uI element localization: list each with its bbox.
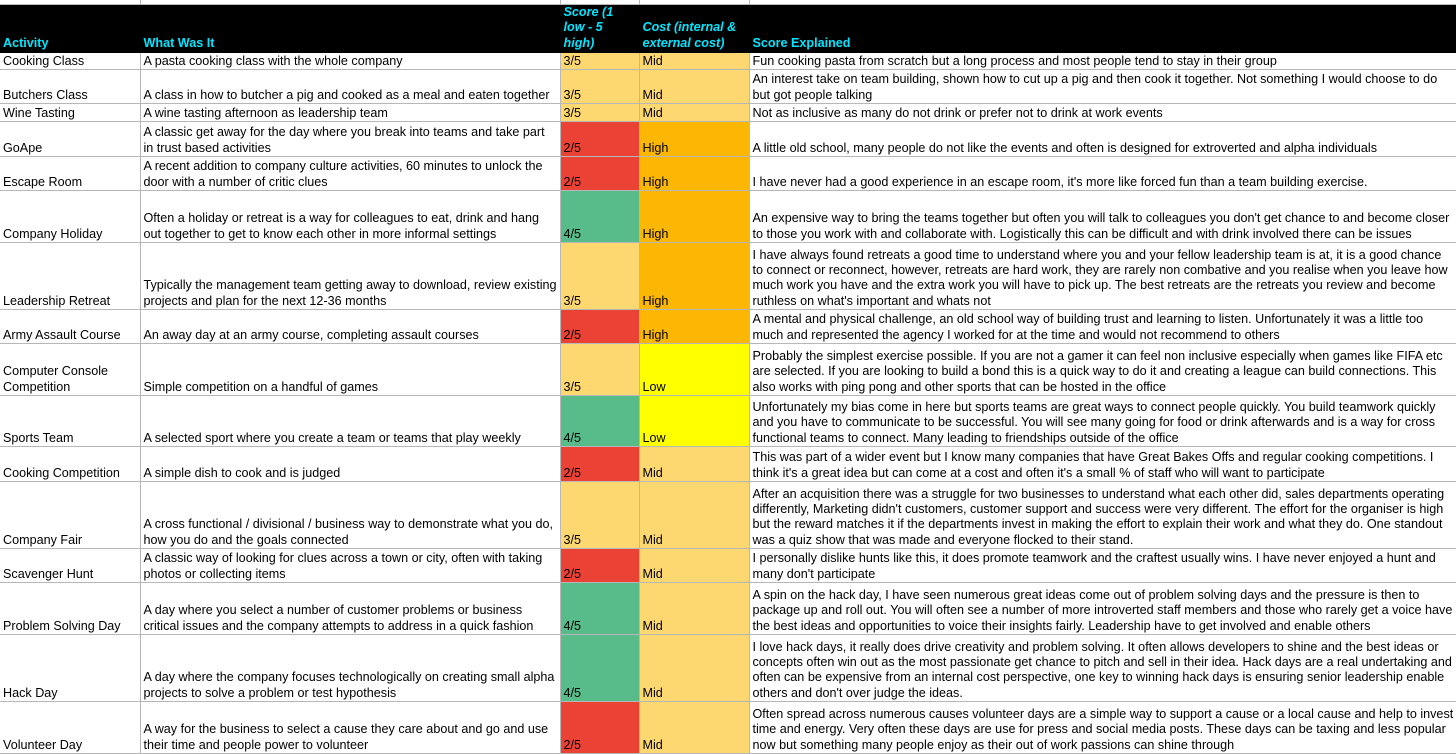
cost-cell[interactable]: High	[639, 190, 749, 242]
what-was-it-cell[interactable]: A day where the company focuses technologically on creating small alpha projects to solve a problem or test hypothesis	[140, 634, 560, 701]
cost-cell[interactable]: Low	[639, 395, 749, 446]
score-explained-cell[interactable]: This was part of a wider event but I know many companies that have Great Bakes Offs and regular cooking competitions. I think it's a great idea but can come at a cost and often it's a small % of staff who will want to participate	[749, 446, 1456, 481]
cost-cell[interactable]: Mid	[639, 446, 749, 481]
table-row	[0, 242, 1456, 309]
table-row	[0, 634, 1456, 701]
what-was-it-cell[interactable]: A recent addition to company culture activities, 60 minutes to unlock the door with a number of critic clues	[140, 156, 560, 190]
header-row	[0, 5, 1456, 53]
activity-cell[interactable]: Company Fair	[0, 481, 140, 548]
what-was-it-cell[interactable]: A selected sport where you create a team or teams that play weekly	[140, 395, 560, 446]
score-explained-cell[interactable]: Fun cooking pasta from scratch but a long process and most people tend to stay in their group	[749, 52, 1456, 69]
score-explained-cell[interactable]: I personally dislike hunts like this, it does promote teamwork and the craftest usually wins. I have never enjoyed a hunt and many don't participate	[749, 548, 1456, 582]
what-was-it-cell[interactable]: An away day at an army course, completing assault courses	[140, 309, 560, 343]
cost-cell[interactable]: Mid	[639, 103, 749, 121]
score-cell[interactable]: 4/5	[560, 190, 639, 242]
score-cell[interactable]: 2/5	[560, 548, 639, 582]
activity-cell[interactable]: Escape Room	[0, 156, 140, 190]
score-cell[interactable]: 4/5	[560, 582, 639, 634]
header-score-explained[interactable]: Score Explained	[749, 5, 1456, 53]
what-was-it-cell[interactable]: A classic get away for the day where you break into teams and take part in trust based activities	[140, 121, 560, 156]
cost-cell[interactable]: Mid	[639, 634, 749, 701]
header-what-was-it[interactable]: What Was It	[140, 5, 560, 53]
score-explained-cell[interactable]: An interest take on team building, shown how to cut up a pig and then cook it together. Not something I would choose to do but got people talking	[749, 69, 1456, 103]
score-cell[interactable]: 3/5	[560, 242, 639, 309]
what-was-it-cell[interactable]: Simple competition on a handful of games	[140, 343, 560, 395]
cost-cell[interactable]: High	[639, 309, 749, 343]
score-explained-cell[interactable]: Often spread across numerous causes volunteer days are a simple way to support a cause or a local cause and help to invest time and energy. Very often these days are use for press and social media posts. These days can be taxing and less popular now but something many people enjoy as their out of work passions can shine through	[749, 701, 1456, 753]
what-was-it-cell[interactable]: Typically the management team getting away to download, review existing projects and plan for the next 12-36 months	[140, 242, 560, 309]
header-activity[interactable]: Activity	[0, 5, 140, 53]
what-was-it-cell[interactable]: A simple dish to cook and is judged	[140, 446, 560, 481]
score-cell[interactable]: 2/5	[560, 309, 639, 343]
table-row	[0, 582, 1456, 634]
activity-cell[interactable]: Butchers Class	[0, 69, 140, 103]
score-cell[interactable]: 3/5	[560, 103, 639, 121]
cost-cell[interactable]: Mid	[639, 701, 749, 753]
score-explained-cell[interactable]: I love hack days, it really does drive creativity and problem solving. It often allows developers to shine and the best ideas or concepts often win out as the most passionate get chance to pitch and sell in their idea. Hack days are a real undertaking and often can be expensive from an internal cost perspective, one key to winning hack days is ensuring senior leadership enable others and don't over judge the ideas.	[749, 634, 1456, 701]
score-cell[interactable]: 3/5	[560, 52, 639, 69]
table-row	[0, 121, 1456, 156]
what-was-it-cell[interactable]: A class in how to butcher a pig and cooked as a meal and eaten together	[140, 69, 560, 103]
score-explained-cell[interactable]: After an acquisition there was a struggle for two businesses to understand what each other did, sales departments operating differently, Marketing didn't customers, customer support and success were very different. The effort for the organiser is high but the reward matches it if the departments invest in making the effort to explain their work and what they do. One standout was a quiz show that was made and everyone flocked to their stand.	[749, 481, 1456, 548]
score-explained-cell[interactable]: Probably the simplest exercise possible. If you are not a gamer it can feel non inclusive especially when games like FIFA etc are selected. If you are looking to build a bond this is a quick way to do it and creating a league can build connections. This also works with ping pong and other sports that can be hosted in the office	[749, 343, 1456, 395]
score-cell[interactable]: 3/5	[560, 343, 639, 395]
score-cell[interactable]: 2/5	[560, 446, 639, 481]
cost-cell[interactable]: Mid	[639, 548, 749, 582]
what-was-it-cell[interactable]: A pasta cooking class with the whole company	[140, 52, 560, 69]
score-cell[interactable]: 3/5	[560, 69, 639, 103]
table-row	[0, 343, 1456, 395]
cost-cell[interactable]: Low	[639, 343, 749, 395]
score-cell[interactable]: 2/5	[560, 701, 639, 753]
score-explained-cell[interactable]: A little old school, many people do not like the events and often is designed for extroverted and alpha individuals	[749, 121, 1456, 156]
activity-cell[interactable]: Army Assault Course	[0, 309, 140, 343]
table-row	[0, 69, 1456, 103]
table-row	[0, 52, 1456, 69]
score-cell[interactable]: 3/5	[560, 481, 639, 548]
cost-cell[interactable]: High	[639, 156, 749, 190]
activity-cell[interactable]: Wine Tasting	[0, 103, 140, 121]
header-score[interactable]: Score (1 low - 5 high)	[560, 5, 639, 53]
cost-cell[interactable]: Mid	[639, 52, 749, 69]
score-explained-cell[interactable]: A mental and physical challenge, an old school way of building trust and learning to listen. Unfortunately it was a little too much and represented the agency I worked for at the time and would not recommend to others	[749, 309, 1456, 343]
table-row	[0, 309, 1456, 343]
cost-cell[interactable]: Mid	[639, 582, 749, 634]
activity-cell[interactable]: Scavenger Hunt	[0, 548, 140, 582]
table-row	[0, 156, 1456, 190]
score-cell[interactable]: 2/5	[560, 121, 639, 156]
score-explained-cell[interactable]: I have never had a good experience in an escape room, it's more like forced fun than a team building exercise.	[749, 156, 1456, 190]
score-explained-cell[interactable]: Not as inclusive as many do not drink or prefer not to drink at work events	[749, 103, 1456, 121]
cost-cell[interactable]: High	[639, 242, 749, 309]
what-was-it-cell[interactable]: Often a holiday or retreat is a way for colleagues to eat, drink and hang out together to get to know each other in more informal settings	[140, 190, 560, 242]
activity-cell[interactable]: Computer Console Competition	[0, 343, 140, 395]
what-was-it-cell[interactable]: A way for the business to select a cause they care about and go and use their time and people power to volunteer	[140, 701, 560, 753]
activity-cell[interactable]: Cooking Competition	[0, 446, 140, 481]
score-cell[interactable]: 4/5	[560, 395, 639, 446]
table-row	[0, 548, 1456, 582]
score-explained-cell[interactable]: A spin on the hack day, I have seen numerous great ideas come out of problem solving days and the pressure is then to package up and roll out. You will often see a number of more introverted staff members and those who rarely get a voice have the best ideas and opportunities to voice their insights fairly. Leadership have to get involved and enable others	[749, 582, 1456, 634]
what-was-it-cell[interactable]: A classic way of looking for clues across a town or city, often with taking photos or collecting items	[140, 548, 560, 582]
header-cost[interactable]: Cost (internal & external cost)	[639, 5, 749, 53]
table-row	[0, 190, 1456, 242]
score-explained-cell[interactable]: An expensive way to bring the teams together but often you will talk to colleagues you don't get chance to and become closer to those you work with and collaborate with. Logistically this can be difficult and with drink involved there can be issues	[749, 190, 1456, 242]
activity-cell[interactable]: Leadership Retreat	[0, 242, 140, 309]
what-was-it-cell[interactable]: A wine tasting afternoon as leadership team	[140, 103, 560, 121]
activity-cell[interactable]: Problem Solving Day	[0, 582, 140, 634]
score-explained-cell[interactable]: I have always found retreats a good time to understand where you and your fellow leadership team is at, it is a good chance to connect or reconnect, however, retreats are hard work, they are rarely non combative and you realise when you leave how much work you have and the extra work you will have to pick up. The best retreats are the retreats you review and become ruthless on what's important and whats not	[749, 242, 1456, 309]
activity-cell[interactable]: Company Holiday	[0, 190, 140, 242]
activity-cell[interactable]: Cooking Class	[0, 52, 140, 69]
activity-cell[interactable]: GoApe	[0, 121, 140, 156]
what-was-it-cell[interactable]: A day where you select a number of customer problems or business critical issues and the company attempts to address in a quick fashion	[140, 582, 560, 634]
table-row	[0, 481, 1456, 548]
activity-cell[interactable]: Sports Team	[0, 395, 140, 446]
cost-cell[interactable]: Mid	[639, 69, 749, 103]
table-row	[0, 446, 1456, 481]
activity-cell[interactable]: Volunteer Day	[0, 701, 140, 753]
what-was-it-cell[interactable]: A cross functional / divisional / business way to demonstrate what you do, how you do and the goals connected	[140, 481, 560, 548]
cost-cell[interactable]: High	[639, 121, 749, 156]
activity-cell[interactable]: Hack Day	[0, 634, 140, 701]
table-row	[0, 103, 1456, 121]
score-cell[interactable]: 4/5	[560, 634, 639, 701]
table-row	[0, 395, 1456, 446]
score-cell[interactable]: 2/5	[560, 156, 639, 190]
cost-cell[interactable]: Mid	[639, 481, 749, 548]
score-explained-cell[interactable]: Unfortunately my bias come in here but sports teams are great ways to connect people quickly. You build teamwork quickly and you have to communicate to be successful. You will see many going for food or drink afterwards and is a way for cross functional teams to connect. Many leading to friendships outside of the office	[749, 395, 1456, 446]
